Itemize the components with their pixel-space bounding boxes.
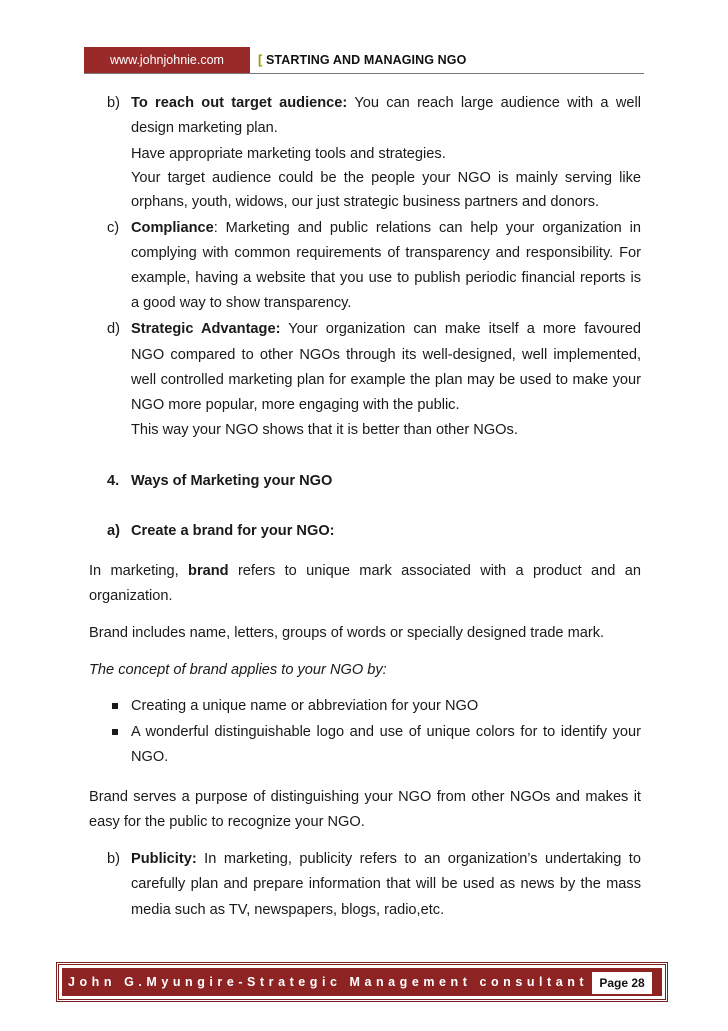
- item-d-line5: This way your NGO shows that it is better than other NGOs.: [131, 422, 518, 438]
- para-brand-bold: brand: [188, 563, 229, 579]
- bullet-square-1: [112, 703, 118, 709]
- item-b1-line5: orphans, youth, widows, our just strategic business partners and donors.: [131, 194, 600, 210]
- item-b2-line1: [131, 850, 641, 869]
- header-divider: [84, 73, 644, 74]
- item-b1-line3: Have appropriate marketing tools and strategies.: [131, 146, 446, 162]
- para-brand-line1: [89, 562, 641, 581]
- bullet-item-2-line1: A wonderful distinguishable logo and use of unique colors for to identify your: [131, 724, 641, 740]
- item-d-line1-rest: Your organization can make itself a more favoured: [288, 321, 641, 337]
- header-title: STARTING AND MANAGING NGO: [266, 53, 467, 67]
- item-b2-label: b): [107, 851, 120, 867]
- page-footer: [56, 962, 668, 1002]
- para-concept: The concept of brand applies to your NGO by:: [89, 662, 387, 678]
- para-brand-post: refers to unique mark associated with a product and an: [237, 563, 641, 579]
- section4-number: 4.: [107, 473, 120, 489]
- item-c-line3: example, having a website that you use to publish periodic financial reports is: [131, 270, 641, 286]
- item-d-line2: NGO compared to other NGOs through its well-designed, well implemented,: [131, 347, 641, 363]
- footer-author: John G.Myungire-Strategic Management consultant: [68, 975, 589, 989]
- item-b2-line3: media such as TV, newspapers, blogs, radio,etc.: [131, 902, 445, 918]
- para-serves-line1: Brand serves a purpose of distinguishing your NGO from other NGOs and makes it: [89, 789, 641, 805]
- page-header: [84, 47, 644, 73]
- header-bracket: [: [258, 52, 263, 67]
- bullet-item-2-line2: NGO.: [131, 749, 169, 765]
- item-c-line2: complying with common requirements of transparency and responsibility. For: [131, 245, 641, 261]
- item-b1-line2: design marketing plan.: [131, 120, 278, 136]
- para-includes: Brand includes name, letters, groups of words or specially designed trade mark.: [89, 625, 605, 641]
- footer-band: [62, 968, 662, 996]
- item-b1-title: To reach out target audience:: [131, 95, 348, 111]
- item-c-line4: a good way to show transparency.: [131, 295, 352, 311]
- item-b1-label: b): [107, 95, 120, 111]
- item-c-title: Compliance: [131, 220, 214, 236]
- para-brand-pre: In marketing,: [89, 563, 179, 579]
- item-d-line4: NGO more popular, more engaging with the public.: [131, 397, 460, 413]
- para-serves-line2: easy for the public to recognize your NGO.: [89, 814, 365, 830]
- item-b2-line1-rest: In marketing, publicity refers to an organization’s undertaking to: [204, 851, 641, 867]
- item-d-title: Strategic Advantage:: [131, 321, 281, 337]
- item-b2-line2: carefully plan and prepare information that will be used as news by the mass: [131, 876, 641, 892]
- sub-a-title: Create a brand for your NGO:: [131, 523, 335, 539]
- bullet-square-2: [112, 729, 118, 735]
- section4-title: Ways of Marketing your NGO: [131, 473, 333, 489]
- item-d-line1: [131, 320, 641, 339]
- item-d-label: d): [107, 321, 120, 337]
- item-c-label: c): [107, 220, 120, 236]
- item-c-line1-rest: : Marketing and public relations can help your organization in: [213, 220, 641, 236]
- item-b1-line1: [131, 94, 641, 113]
- footer-page-number: Page 28: [592, 972, 652, 994]
- header-website[interactable]: www.johnjohnie.com: [84, 47, 250, 73]
- item-b1-line4: Your target audience could be the people your NGO is mainly serving like: [131, 170, 641, 186]
- sub-a-label: a): [107, 523, 120, 539]
- item-d-line3: well controlled marketing plan for example the plan may be used to make your: [131, 372, 641, 388]
- item-b1-line1-rest: You can reach large audience with a well: [354, 95, 641, 111]
- item-c-line1: [131, 219, 641, 238]
- para-brand-line2: organization.: [89, 588, 173, 604]
- item-b2-title: Publicity:: [131, 851, 197, 867]
- bullet-item-1: Creating a unique name or abbreviation for your NGO: [131, 698, 479, 714]
